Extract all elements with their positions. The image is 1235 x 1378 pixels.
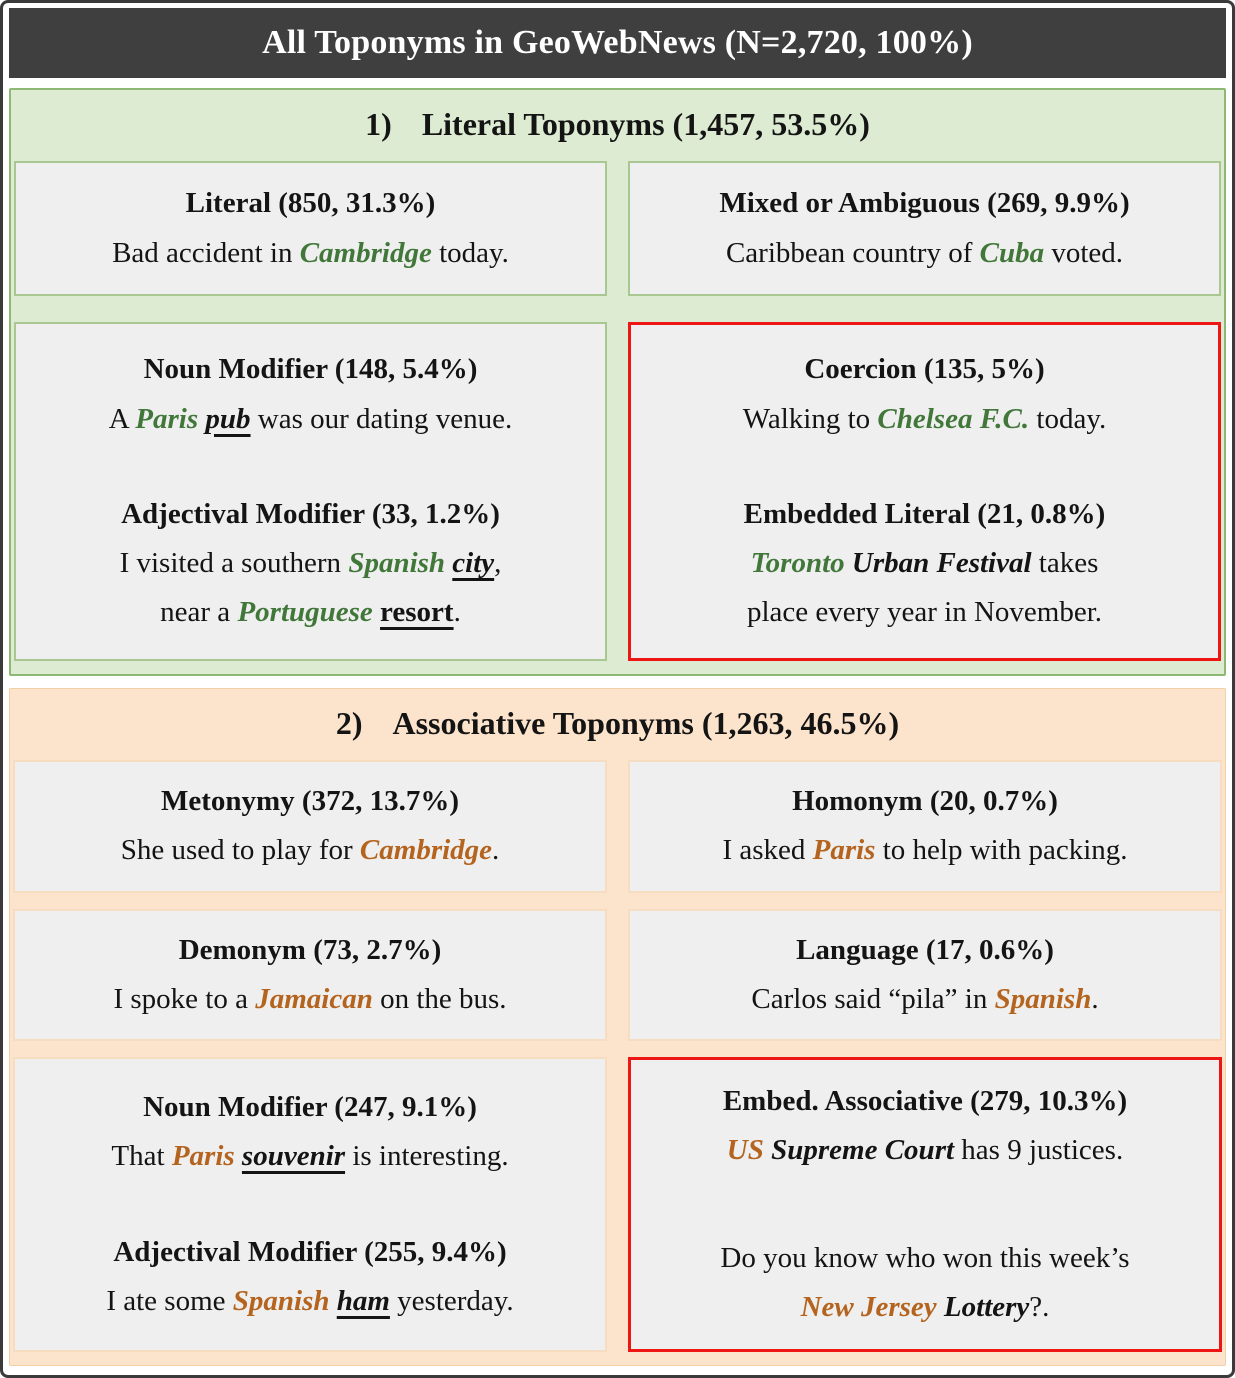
highlighted-toponym-text: pub <box>205 402 251 435</box>
text-segment: to help with packing. <box>875 834 1128 867</box>
category-title: Noun Modifier (247, 9.1%) <box>143 1091 477 1124</box>
text-segment: place every year in November. <box>746 596 1103 629</box>
sentence-line <box>31 1132 589 1181</box>
adjectival-modifier-block <box>32 490 589 638</box>
category-block <box>646 777 1204 876</box>
literal-section-heading <box>14 106 1221 143</box>
sentence-line <box>646 975 1204 1024</box>
category-title: Demonym (73, 2.7%) <box>178 933 442 966</box>
highlighted-toponym-text: Cambridge <box>299 236 432 269</box>
highlighted-toponym-text: Jamaican <box>255 982 373 1015</box>
category-block <box>31 926 589 1025</box>
category-title: Mixed or Ambiguous (269, 9.9%) <box>719 187 1130 220</box>
sentence-line <box>647 588 1202 637</box>
category-title: Noun Modifier (148, 5.4%) <box>143 353 478 386</box>
highlighted-toponym-text: New Jersey <box>800 1290 937 1323</box>
literal-toponyms-section <box>9 88 1226 676</box>
category-block <box>31 777 589 876</box>
highlighted-toponym-text: Lottery <box>943 1290 1030 1323</box>
category-title: Metonymy (372, 13.7%) <box>160 785 459 818</box>
category-title: Adjectival Modifier (255, 9.4%) <box>113 1235 507 1268</box>
example-sentence <box>646 826 1204 875</box>
sentence-line <box>31 1277 589 1326</box>
language-box <box>628 909 1222 1042</box>
sentence-line <box>647 395 1202 444</box>
highlighted-toponym-text: US <box>726 1134 764 1167</box>
embedded-literal-block <box>647 490 1202 638</box>
highlighted-toponym-text: Toronto <box>750 547 845 580</box>
text-segment: near a <box>160 596 238 629</box>
embedded-associative-box <box>628 1057 1222 1352</box>
highlighted-toponym-text: Supreme Court <box>771 1134 955 1167</box>
text-segment: yesterday. <box>389 1284 514 1317</box>
sentence-line <box>646 229 1203 278</box>
associative-modifier-box <box>13 1057 607 1352</box>
text-segment: Bad accident in <box>112 236 300 269</box>
text-segment <box>329 1285 336 1317</box>
text-segment: Do you know who won this week’s <box>720 1241 1130 1274</box>
text-segment: ?. <box>1029 1290 1050 1323</box>
sentence-line <box>31 826 589 875</box>
highlighted-toponym-text: Portuguese <box>237 596 373 629</box>
text-segment: is interesting. <box>345 1140 509 1173</box>
sentence-line <box>31 975 589 1024</box>
sentence-line <box>647 1234 1203 1283</box>
text-segment <box>373 596 380 628</box>
embedded-associative-question-block <box>647 1234 1203 1333</box>
category-block <box>32 179 589 278</box>
section-title: Associative Toponyms (1,263, 46.5%) <box>392 705 900 741</box>
example-sentence <box>32 539 589 638</box>
adjectival-modifier-block <box>31 1228 589 1327</box>
category-block <box>646 926 1204 1025</box>
text-segment: takes <box>1031 547 1099 580</box>
associative-toponyms-section <box>9 688 1226 1366</box>
demonym-box <box>13 909 607 1042</box>
section-number: 1) <box>365 106 392 142</box>
figure-title: All Toponyms in GeoWebNews (N=2,720, 100%) <box>262 24 973 61</box>
text-segment: I spoke to a <box>113 982 256 1015</box>
example-sentence <box>32 229 589 278</box>
sentence-line <box>646 826 1204 875</box>
sentence-line <box>647 1283 1203 1332</box>
example-sentence <box>646 975 1204 1024</box>
example-sentence <box>646 229 1203 278</box>
coercion-block <box>647 345 1202 444</box>
example-sentence <box>31 1277 589 1326</box>
text-segment: Carlos said “pila” in <box>751 982 995 1015</box>
category-block <box>646 179 1203 278</box>
category-title: Adjectival Modifier (33, 1.2%) <box>121 497 500 530</box>
sentence-line <box>647 1126 1203 1175</box>
text-segment: today. <box>431 236 509 269</box>
homonym-box <box>628 760 1222 893</box>
text-segment <box>235 1140 242 1172</box>
sentence-line <box>32 229 589 278</box>
highlighted-toponym-text: Cambridge <box>359 834 493 867</box>
literal-grid <box>14 161 1221 661</box>
sentence-line <box>32 588 589 637</box>
coercion-embedded-literal-box <box>628 322 1221 661</box>
category-title: Embedded Literal (21, 0.8%) <box>743 497 1106 530</box>
text-segment: . <box>453 596 461 629</box>
highlighted-toponym-text: resort <box>380 596 454 629</box>
text-segment: I visited a southern <box>119 547 349 580</box>
example-sentence <box>647 539 1202 638</box>
sentence-line <box>32 539 589 588</box>
section-title: Literal Toponyms (1,457, 53.5%) <box>421 106 870 142</box>
highlighted-toponym-text: city <box>452 547 495 580</box>
highlighted-toponym-text: Chelsea F.C. <box>877 402 1030 435</box>
associative-grid <box>13 760 1222 1352</box>
example-sentence <box>31 975 589 1024</box>
highlighted-toponym-text: Paris <box>135 402 199 435</box>
embedded-associative-block <box>647 1077 1203 1176</box>
text-segment: , <box>494 547 502 580</box>
text-segment: I ate some <box>106 1284 233 1317</box>
highlighted-toponym-text: souvenir <box>241 1140 346 1173</box>
text-segment: I asked <box>722 834 813 867</box>
text-segment <box>845 547 852 579</box>
highlighted-toponym-text: Spanish <box>348 547 446 580</box>
text-segment: has 9 justices. <box>954 1134 1124 1167</box>
text-segment: A <box>108 402 136 435</box>
noun-modifier-block <box>31 1083 589 1182</box>
text-segment: was our dating venue. <box>250 402 513 435</box>
highlighted-toponym-text: Spanish <box>232 1284 330 1317</box>
example-sentence <box>647 1234 1203 1333</box>
mixed-or-ambiguous-box <box>628 161 1221 296</box>
noun-modifier-block <box>32 345 589 444</box>
text-segment: . <box>492 834 500 867</box>
category-title: Embed. Associative (279, 10.3%) <box>722 1085 1128 1118</box>
sentence-line <box>647 539 1202 588</box>
literal-modifier-box <box>14 322 607 661</box>
example-sentence <box>31 1132 589 1181</box>
example-sentence <box>647 395 1202 444</box>
text-segment: Caribbean country of <box>725 236 980 269</box>
category-title: Literal (850, 31.3%) <box>185 187 436 220</box>
metonymy-box <box>13 760 607 893</box>
category-title: Language (17, 0.6%) <box>796 933 1054 966</box>
highlighted-toponym-text: Cuba <box>979 236 1045 269</box>
figure-header <box>9 8 1226 78</box>
highlighted-toponym-text: ham <box>336 1284 390 1317</box>
text-segment: today. <box>1029 402 1107 435</box>
text-segment <box>937 1291 944 1323</box>
text-segment: Walking to <box>742 402 878 435</box>
category-title: Coercion (135, 5%) <box>804 353 1045 386</box>
highlighted-toponym-text: Paris <box>812 834 876 867</box>
associative-section-heading <box>13 705 1222 742</box>
text-segment: That <box>111 1140 172 1173</box>
text-segment: . <box>1091 982 1099 1015</box>
highlighted-toponym-text: Paris <box>171 1140 235 1173</box>
sentence-line <box>32 395 589 444</box>
text-segment: She used to play for <box>120 834 360 867</box>
highlighted-toponym-text: Urban Festival <box>851 547 1032 580</box>
text-segment: on the bus. <box>372 982 507 1015</box>
example-sentence <box>31 826 589 875</box>
example-sentence <box>647 1126 1203 1175</box>
highlighted-toponym-text: Spanish <box>994 982 1092 1015</box>
text-segment: voted. <box>1044 236 1124 269</box>
section-number: 2) <box>335 705 363 741</box>
example-sentence <box>32 395 589 444</box>
category-title: Homonym (20, 0.7%) <box>792 785 1058 818</box>
literal-box <box>14 161 607 296</box>
